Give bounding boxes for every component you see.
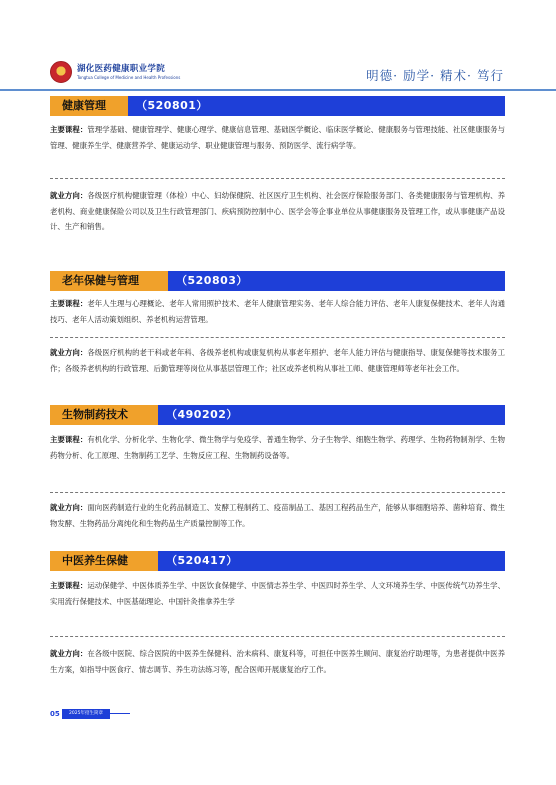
courses-paragraph [50, 296, 505, 327]
courses-text: 老年人生理与心理概论、老年人常用照护技术、老年人健康管理实务、老年人综合能力评估、老年人康复保健技术、老年人沟通技巧、老年人活动策划组织、养老机构运营管理。 [50, 299, 505, 324]
footer-rule [110, 713, 130, 714]
header-divider [0, 89, 556, 91]
footer-brochure-tag: 2025年招生简章 [62, 709, 110, 719]
section-title: 中医养生保健 [50, 551, 158, 571]
employment-paragraph [50, 646, 505, 677]
employment-paragraph [50, 345, 505, 376]
school-name-en: Tongtua College of Medicine and Health Professions [77, 75, 181, 80]
courses-paragraph [50, 122, 505, 153]
section-code: （520801） [128, 96, 505, 116]
courses-label: 主要课程： [50, 299, 88, 308]
employment-text: 各级医疗机构健康管理（体检）中心、妇幼保健院、社区医疗卫生机构、社会医疗保险服务部门、各类健康服务与管理机构、养老机构、商业健康保险公司以及卫生行政管理部门、疾病预防控制中心、医学会等企事业单位从事健康服务及管理工作，或从事健康产品设计、生产和销售。 [50, 191, 505, 231]
section-divider [50, 492, 505, 493]
school-name: 湖化医药健康职业学院 [77, 64, 166, 74]
section-divider [50, 636, 505, 637]
section-code: （520803） [168, 271, 505, 291]
courses-label: 主要课程： [50, 581, 88, 590]
section-header-elderly-care [50, 271, 505, 291]
page-number: 05 [50, 710, 60, 718]
section-header-health-management [50, 96, 505, 116]
section-title: 老年保健与管理 [50, 271, 168, 291]
section-title: 生物制药技术 [50, 405, 158, 425]
courses-text: 管理学基础、健康管理学、健康心理学、健康信息管理、基础医学概论、临床医学概论、健康服务与管理技能、社区健康服务与管理、健康养生学、健康营养学、健康运动学、职业健康管理与服务、预防医学、流行病学等。 [50, 125, 505, 150]
employment-label: 就业方向： [50, 649, 88, 658]
employment-paragraph [50, 188, 505, 235]
school-motto: 明德· 励学· 精术· 笃行 [366, 68, 504, 83]
employment-label: 就业方向： [50, 191, 88, 200]
section-header-biopharma [50, 405, 505, 425]
section-divider [50, 178, 505, 179]
section-code: （490202） [158, 405, 505, 425]
employment-paragraph [50, 500, 505, 531]
courses-label: 主要课程： [50, 125, 88, 134]
section-divider [50, 337, 505, 338]
employment-label: 就业方向： [50, 503, 88, 512]
school-logo-icon [50, 61, 72, 83]
employment-text: 各级医疗机构的老干科或老年科、各级养老机构或康复机构从事老年照护、老年人能力评估与健康指导、康复保健等技术服务工作；各级养老机构的行政管理、后勤管理等岗位从事基层管理工作；社区或养老机构从事社工师、健康管理师等老年社会工作。 [50, 348, 505, 373]
courses-paragraph [50, 432, 505, 463]
section-code: （520417） [158, 551, 505, 571]
courses-paragraph [50, 578, 505, 609]
page-header [0, 0, 556, 90]
courses-text: 有机化学、分析化学、生物化学、微生物学与免疫学、普通生物学、分子生物学、细胞生物学、药理学、生物药物制剂学、生物药物分析、化工原理、生物制药工艺学、生物反应工程、生物制药设备等。 [50, 435, 505, 460]
section-title: 健康管理 [50, 96, 128, 116]
courses-text: 运动保健学、中医体质养生学、中医饮食保健学、中医情志养生学、中医四时养生学、人文环境养生学、中医传统气功养生学、实用流行保健技术、中医基础理论、中国针灸推拿养生学 [50, 581, 505, 606]
courses-label: 主要课程： [50, 435, 88, 444]
section-header-tcm-health [50, 551, 505, 571]
employment-text: 在各级中医院、综合医院的中医养生保健科、治未病科、康复科等，可担任中医养生顾问、康复治疗助理等，为患者提供中医养生方案，如指导中医食疗、情志调节、养生功法练习等，配合医师开展康复治疗工作。 [50, 649, 505, 674]
employment-label: 就业方向： [50, 348, 88, 357]
employment-text: 面向医药制造行业的生化药品制造工、发酵工程制药工、疫苗制品工、基因工程药品生产，能够从事细胞培养、菌种培育、微生物发酵、生物药品分离纯化和生物药品生产质量控制等工作。 [50, 503, 505, 528]
